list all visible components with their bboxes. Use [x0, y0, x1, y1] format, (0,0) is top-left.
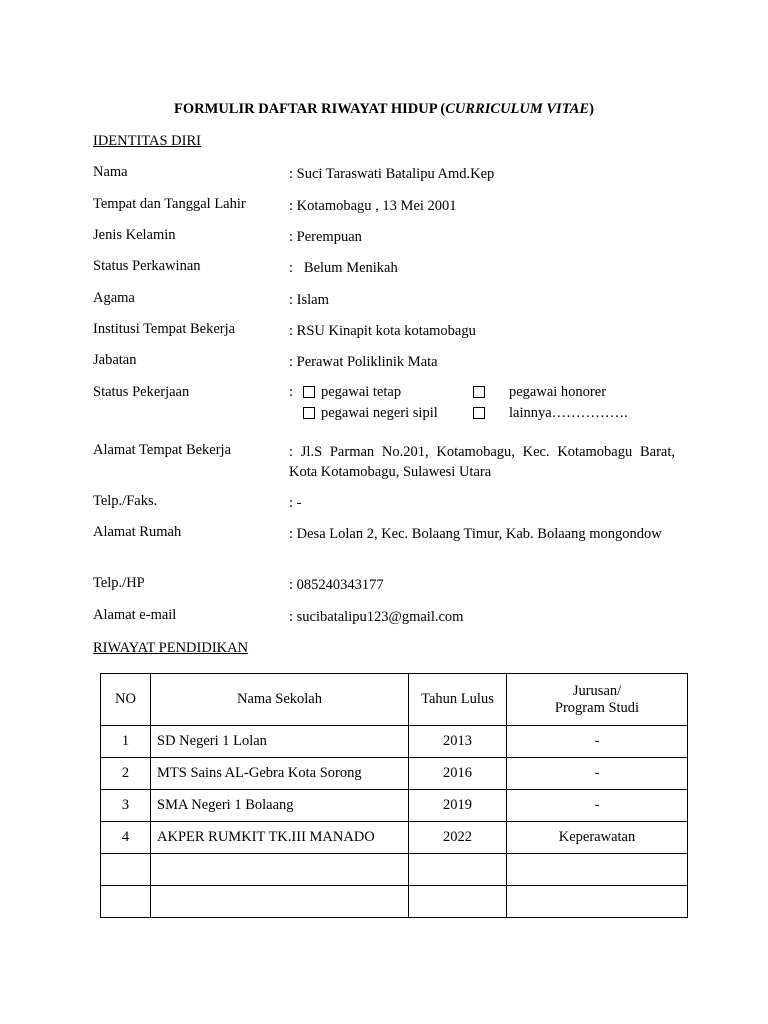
field-label: Institusi Tempat Bekerja	[93, 321, 236, 337]
field-label: Alamat Tempat Bekerja	[93, 442, 232, 458]
table-row	[101, 822, 688, 854]
field-value: : RSU Kinapit kota kotamobagu	[289, 323, 476, 339]
cell-no	[101, 854, 151, 886]
option-label: lainnya…………….	[509, 405, 628, 421]
field-label: Nama	[93, 164, 128, 180]
field-label: Telp./HP	[93, 575, 145, 591]
field-label: Alamat e-mail	[93, 607, 177, 623]
cell-no: 4	[101, 822, 151, 854]
table-header-row	[101, 674, 688, 726]
field-label: Tempat dan Tanggal Lahir	[93, 196, 246, 212]
cell-school: MTS Sains AL-Gebra Kota Sorong	[151, 758, 409, 790]
cell-year	[409, 886, 507, 918]
header-school: Nama Sekolah	[151, 674, 409, 726]
cell-school	[151, 854, 409, 886]
field-value: : -	[289, 495, 302, 511]
cell-major: -	[507, 758, 688, 790]
field-value: : Suci Taraswati Batalipu Amd.Kep	[289, 166, 495, 182]
field-label: Alamat Rumah	[93, 524, 182, 540]
document-title: FORMULIR DAFTAR RIWAYAT HIDUP (CURRICULUM VITAE)	[174, 101, 594, 117]
education-section-heading: RIWAYAT PENDIDIKAN	[93, 640, 249, 656]
field-value: : Belum Menikah	[289, 260, 398, 276]
cell-major: -	[507, 790, 688, 822]
field-label: Jenis Kelamin	[93, 227, 176, 243]
option-label: pegawai tetap	[321, 384, 402, 400]
identity-section-heading: IDENTITAS DIRI	[93, 133, 201, 149]
field-value: : Kotamobagu , 13 Mei 2001	[289, 198, 457, 214]
cell-year: 2019	[409, 790, 507, 822]
cell-no: 2	[101, 758, 151, 790]
field-value: : Desa Lolan 2, Kec. Bolaang Timur, Kab. Bolaang mongondow	[289, 526, 662, 542]
option-label: pegawai honorer	[509, 384, 607, 400]
cell-no: 3	[101, 790, 151, 822]
field-label: Status Perkawinan	[93, 258, 201, 274]
option-pegawai-negeri-sipil[interactable]	[303, 405, 438, 422]
cell-major	[507, 854, 688, 886]
field-label: Telp./Faks.	[93, 493, 158, 509]
checkbox-icon[interactable]	[303, 407, 315, 419]
cell-year	[409, 854, 507, 886]
table-row-empty	[101, 886, 688, 918]
cell-school: SD Negeri 1 Lolan	[151, 726, 409, 758]
field-value: : 085240343177	[289, 577, 384, 593]
education-table	[100, 673, 688, 918]
checkbox-icon[interactable]	[303, 386, 315, 398]
table-row	[101, 726, 688, 758]
cell-major: -	[507, 726, 688, 758]
field-status-pekerjaan	[93, 384, 675, 428]
field-value: : Islam	[289, 292, 329, 308]
field-label: Status Pekerjaan	[93, 384, 190, 400]
field-label: Agama	[93, 290, 135, 306]
header-year: Tahun Lulus	[409, 674, 507, 726]
field-value: : Perempuan	[289, 229, 362, 245]
checkbox-icon[interactable]	[473, 407, 485, 419]
option-lainnya[interactable]	[473, 405, 628, 422]
table-row	[101, 758, 688, 790]
cell-school: SMA Negeri 1 Bolaang	[151, 790, 409, 822]
checkbox-icon[interactable]	[473, 386, 485, 398]
field-value: : sucibatalipu123@gmail.com	[289, 609, 464, 625]
cell-year: 2013	[409, 726, 507, 758]
cell-no: 1	[101, 726, 151, 758]
cell-year: 2016	[409, 758, 507, 790]
cell-year: 2022	[409, 822, 507, 854]
cell-school	[151, 886, 409, 918]
field-colon: :	[289, 384, 294, 400]
field-value: : Jl.S Parman No.201, Kotamobagu, Kec. Kotamobagu Barat, Kota Kotamobagu, Sulawesi Utara	[289, 444, 675, 480]
field-label: Jabatan	[93, 352, 137, 368]
option-label: pegawai negeri sipil	[321, 405, 438, 421]
field-value: : Perawat Poliklinik Mata	[289, 354, 438, 370]
table-row	[101, 790, 688, 822]
header-major: Jurusan/ Program Studi	[507, 674, 688, 726]
cell-school: AKPER RUMKIT TK.III MANADO	[151, 822, 409, 854]
table-row-empty	[101, 854, 688, 886]
cell-no	[101, 886, 151, 918]
option-pegawai-tetap[interactable]	[303, 384, 401, 401]
header-no: NO	[101, 674, 151, 726]
cell-major: Keperawatan	[507, 822, 688, 854]
cell-major	[507, 886, 688, 918]
option-pegawai-honorer[interactable]	[473, 384, 606, 401]
